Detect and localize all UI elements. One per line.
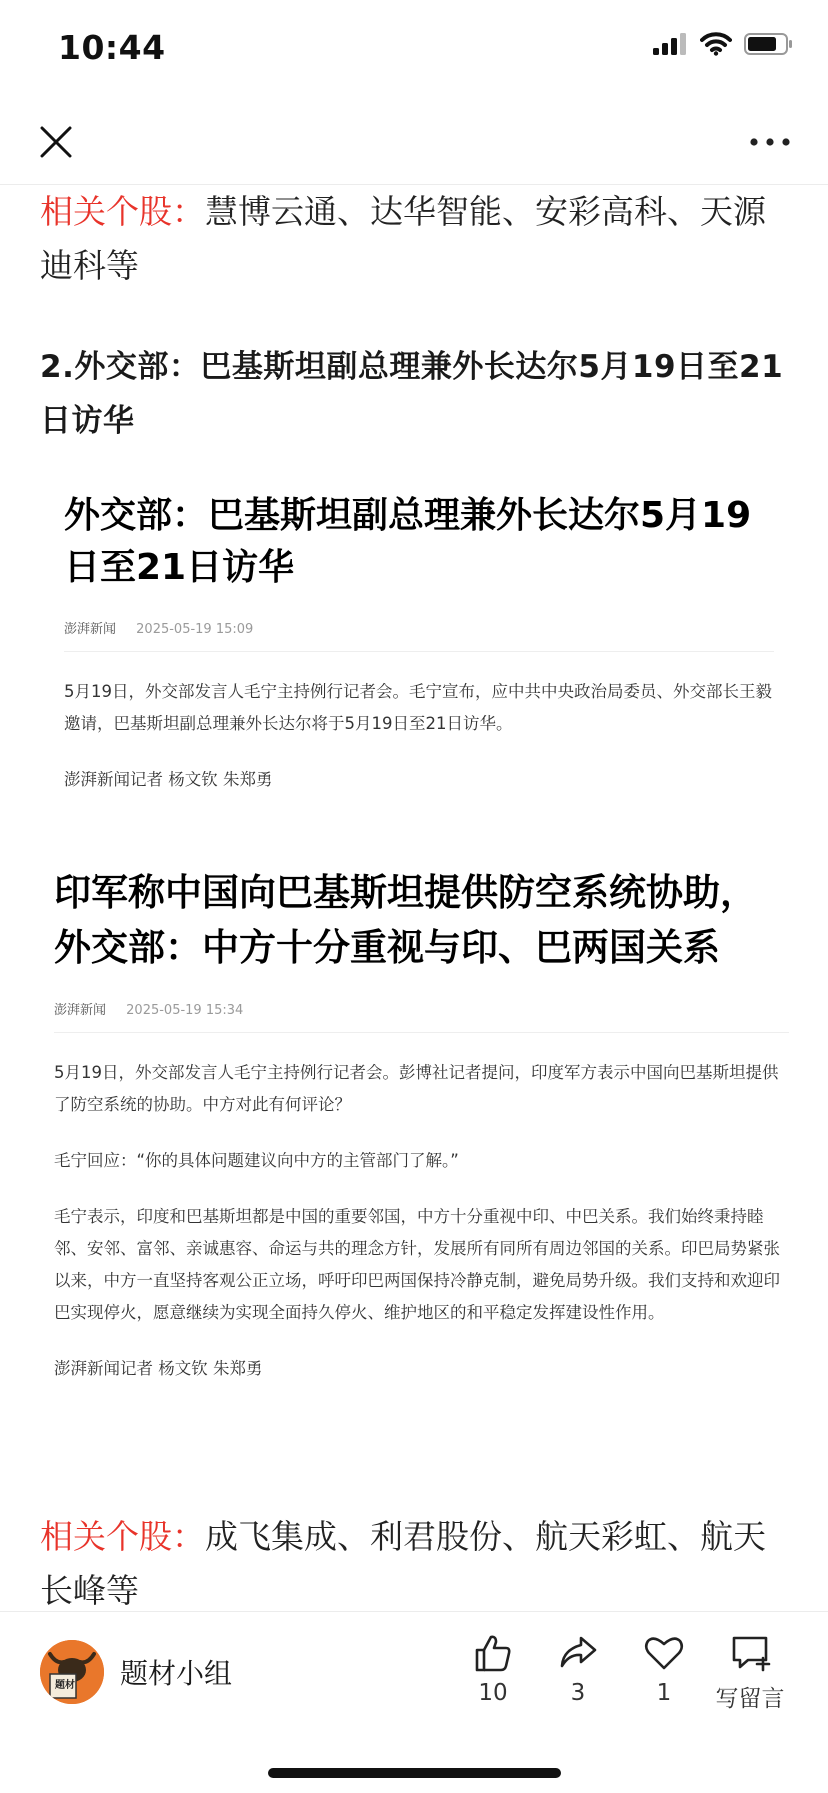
svg-text:题材: 题材 — [55, 1680, 75, 1691]
favorite-count: 1 — [656, 1680, 672, 1706]
heart-icon — [643, 1632, 685, 1674]
favorite-button[interactable] — [624, 1632, 704, 1706]
related-stocks-label: 相关个股： — [40, 1517, 205, 1556]
section-heading: 2.外交部：巴基斯坦副总理兼外长达尔5月19日至21日访华 — [40, 349, 784, 439]
embed-paragraph: 5月19日，外交部发言人毛宁主持例行记者会。毛宁宣布，应中共中央政治局委员、外交部长王毅邀请，巴基斯坦副总理兼外长达尔将于5月19日至21日访华。 — [64, 682, 772, 733]
thumbs-up-icon — [472, 1632, 514, 1674]
comment-label: 写留言 — [715, 1686, 785, 1712]
cellular-signal-icon — [652, 32, 688, 56]
embed-paragraph: 毛宁表示，印度和巴基斯坦都是中国的重要邻国，中方十分重视中印、中巴关系。我们始终秉持睦邻、安邻、富邻、亲诚惠容、命运与共的理念方针，发展所有同所有周边邻国的关系。印巴局势紧张以来，中方一直坚持客观公正立场，呼吁印巴两国保持冷静克制，避免局势升级。我们支持和欢迎印巴实现停火，愿意继续为实现全面持久停火、维护地区的和平稳定发挥建设性作用。 — [54, 1207, 780, 1322]
embed-title: 外交部：巴基斯坦副总理兼外长达尔5月19日至21日访华 — [64, 495, 752, 588]
comment-button[interactable] — [710, 1632, 790, 1713]
bull-logo-icon — [40, 1640, 104, 1704]
like-button[interactable] — [453, 1632, 533, 1706]
author-name[interactable]: 题材小组 — [120, 1657, 233, 1690]
divider — [54, 1032, 789, 1033]
embed-reporter: 澎湃新闻记者 杨文钦 朱郑勇 — [54, 1359, 263, 1378]
related-stocks-bottom — [40, 1510, 790, 1610]
embed-meta — [64, 618, 774, 637]
embed-meta — [54, 999, 789, 1018]
embed-date: 2025-05-19 15:09 — [136, 622, 254, 637]
article-content — [0, 185, 828, 1610]
related-stocks-names: 成飞集成、利君股份、航天彩虹、航天长峰等 — [40, 1517, 766, 1610]
close-icon — [36, 122, 76, 162]
status-bar — [0, 0, 828, 100]
embedded-article-1 — [64, 490, 774, 796]
home-indicator[interactable] — [268, 1768, 561, 1778]
divider — [64, 651, 774, 652]
author-avatar[interactable] — [40, 1640, 104, 1704]
embed-paragraph: 5月19日，外交部发言人毛宁主持例行记者会。彭博社记者提问，印度军方表示中国向巴基斯坦提供了防空系统的协助。中方对此有何评论？ — [54, 1063, 779, 1114]
embed-source: 澎湃新闻 — [64, 622, 117, 637]
battery-icon — [744, 32, 794, 56]
embedded-article-2 — [54, 865, 789, 1385]
comment-add-icon — [728, 1632, 772, 1674]
more-button[interactable] — [748, 130, 792, 154]
related-stocks-label: 相关个股： — [40, 192, 205, 231]
share-icon — [557, 1632, 599, 1674]
embed-reporter: 澎湃新闻记者 杨文钦 朱郑勇 — [64, 770, 273, 789]
embed-title: 印军称中国向巴基斯坦提供防空系统协助，外交部：中方十分重视与印、巴两国关系 — [54, 871, 757, 969]
embed-date: 2025-05-19 15:34 — [126, 1003, 244, 1018]
embed-source: 澎湃新闻 — [54, 1003, 107, 1018]
related-stocks-top — [40, 185, 790, 293]
like-count: 10 — [478, 1680, 508, 1706]
share-count: 3 — [570, 1680, 586, 1706]
nav-bar — [0, 100, 828, 185]
close-button[interactable] — [36, 122, 76, 162]
embed-paragraph: 毛宁回应：“你的具体问题建议向中方的主管部门了解。” — [54, 1151, 459, 1170]
share-button[interactable] — [538, 1632, 618, 1706]
wifi-icon — [700, 32, 732, 56]
status-icons — [652, 32, 794, 56]
status-time: 10:44 — [58, 28, 166, 67]
bottom-action-bar — [0, 1611, 828, 1793]
related-stocks-names: 慧博云通、达华智能、安彩高科、天源迪科等 — [40, 192, 766, 285]
more-dots-icon — [748, 130, 792, 154]
